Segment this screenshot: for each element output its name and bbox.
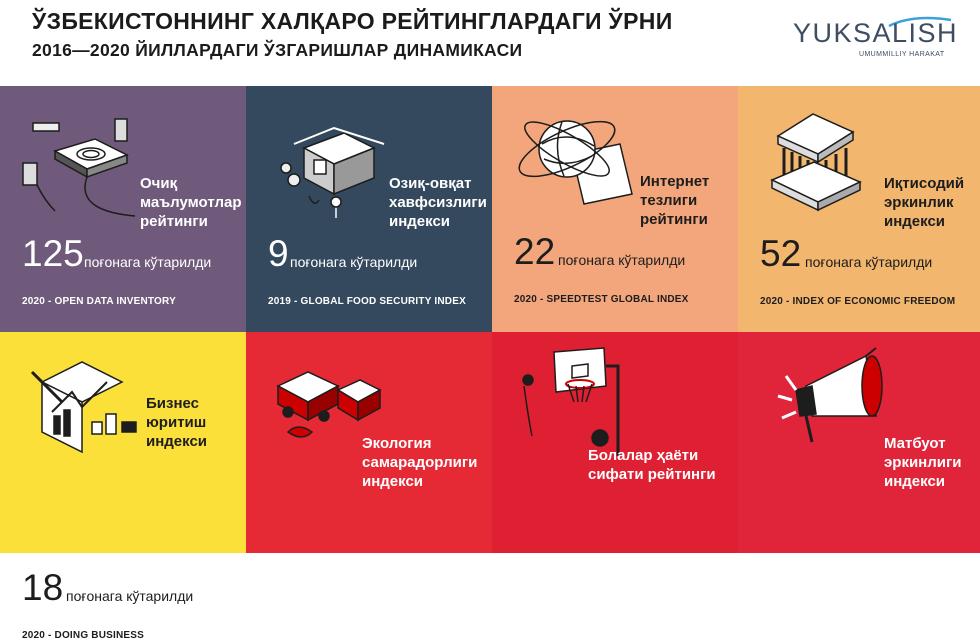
basketball-hoop-icon [514, 346, 634, 456]
tile-doing-business [0, 332, 246, 641]
rank-text: поғонага кўтарилди [804, 588, 932, 604]
rank-number: 10 [760, 567, 802, 608]
tile-label: Болалар ҳаёти сифати рейтинги [588, 447, 716, 483]
tile-press-freedom [738, 332, 980, 641]
tile-food-security [246, 86, 492, 332]
rank-text: поғонага кўтарилди [84, 254, 212, 270]
rank-number: 18 [22, 567, 64, 608]
tile-label: Иқтисодий эркинлик индекси [884, 175, 965, 230]
food-market-icon [274, 108, 394, 218]
source-label: 2020 - INDEX OF ECONOMIC FREEDOM [760, 296, 956, 307]
rank-text: поғонага кўтарилди [558, 252, 686, 268]
page-title: ЎЗБЕКИСТОННИНГ ХАЛҚАРО РЕЙТИНГЛАРДАГИ ЎРНИ [32, 8, 673, 34]
tile-label: Экология самарадорлиги индекси [362, 435, 478, 490]
source-label: 2019 - GLOBAL FOOD SECURITY INDEX [268, 296, 466, 307]
data-server-icon [15, 111, 145, 221]
rank-number: 20 [268, 567, 310, 608]
source-label: 2020 - ENVIRONMENTAL PERFORMANCE [268, 630, 473, 641]
source-label: 2020 - SPEEDTEST GLOBAL INDEX [514, 294, 689, 305]
rank-text: поғонага кўтарилди [313, 588, 441, 604]
rank-text: поғонага кўтарилди [805, 254, 933, 270]
globe-phone-icon [522, 104, 642, 214]
rank-text: поғонага кўтарилди [538, 588, 666, 604]
source-label: 2020 - OPEN DATA INVENTORY [22, 296, 176, 307]
bank-building-icon [758, 106, 868, 216]
tile-childhood [492, 332, 738, 641]
logo-wordmark: YUKSALISH [793, 18, 959, 48]
logo-tagline: UMUMMILLIY HARAKAT [859, 51, 945, 58]
rank-number: 52 [760, 233, 802, 274]
rank-number: 22 [514, 231, 556, 272]
rank-number: 6 [514, 567, 535, 608]
rank-number: 9 [268, 233, 289, 274]
yuksalish-logo [793, 18, 959, 66]
tile-label: Интернет тезлиги рейтинги [640, 173, 710, 228]
ratings-grid [0, 86, 980, 641]
tile-economic-freedom [738, 86, 980, 332]
tile-label: Бизнес юритиш индекси [146, 395, 208, 450]
business-chart-icon [22, 352, 142, 462]
tile-label: Матбуот эркинлиги индекси [884, 435, 962, 490]
rank-text: поғонага кўтарилди [290, 254, 418, 270]
tile-environmental [246, 332, 492, 641]
source-label: 2020 - WORLDWIDE PRESS FREEDOM [760, 630, 951, 641]
page-subtitle: 2016—2020 ЙИЛЛАРДАГИ ЎЗГАРИШЛАР ДИНАМИКАСИ [32, 40, 523, 60]
header [0, 0, 980, 86]
megaphone-icon [766, 346, 896, 456]
source-label: 2020 - GLOBAL CHILDHOOD REPORT [514, 630, 701, 641]
tile-open-data [0, 86, 246, 332]
rank-text: поғонага кўтарилди [66, 588, 194, 604]
tile-internet-speed [492, 86, 738, 332]
tile-label: Озиқ-овқат хавфсизлиги индекси [389, 175, 487, 230]
tile-label: Очиқ маълумотлар рейтинги [140, 175, 242, 230]
rank-number: 125 [22, 233, 84, 274]
source-label: 2020 - DOING BUSINESS [22, 630, 145, 641]
